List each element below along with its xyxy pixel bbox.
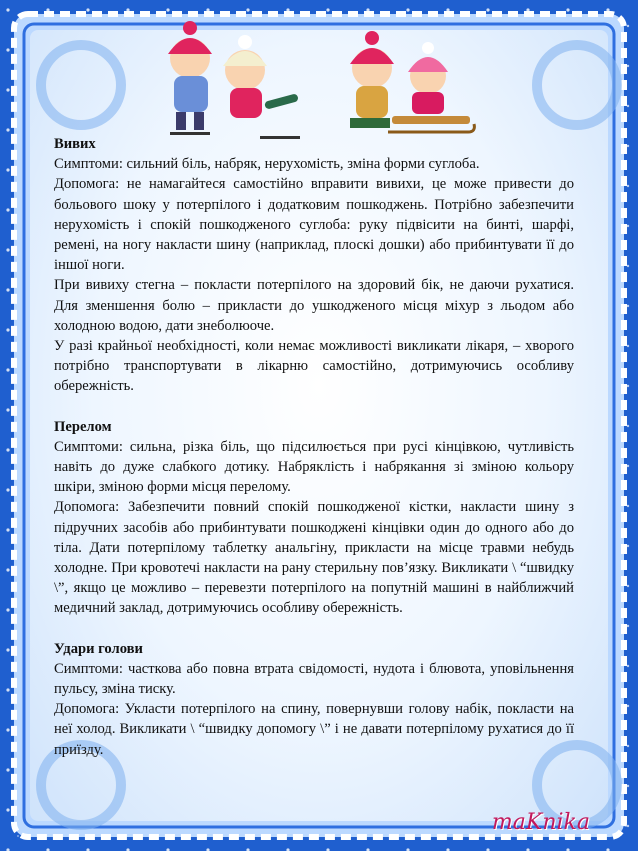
- section-spacer: [54, 397, 574, 417]
- section-title-head-injury: Удари голови: [54, 640, 143, 657]
- fracture-help: Допомога: Забезпечити повний спокій пошкодженої кістки, накласти шину з підручних засобів або прибинтувати пошкоджені кінцівки один до одного або до тіла. Дати потерпілому таблетку анальгіну, прикласти на місце травми небудь холодне. При кровотечі накласти на рану стерильну пов’язку. Викликати \ “швидку \”, якщо це можливо – перевезти потерпілого на попутній машині в найближчий медичний заклад, дотримуючись особливу обережність.: [54, 499, 574, 617]
- child-3-figure: [350, 31, 394, 128]
- child-2-figure: [223, 35, 300, 139]
- child-4-on-sled-figure: [388, 42, 474, 132]
- child-1-figure: [168, 21, 212, 135]
- fracture-symptoms: Симптоми: сильна, різка біль, що підсилюється при русі кінцівкою, чутливість навіть до дуже слабкого дотику. Набряклість і набрякання зі зміною кольору шкіри, зміною форми місця перелому.: [54, 438, 574, 496]
- author-signature: maKnika: [491, 810, 590, 835]
- section-spacer: [54, 619, 574, 639]
- dislocation-symptoms: Симптоми: сильний біль, набряк, нерухомість, зміна форми суглоба.: [54, 156, 480, 173]
- dislocation-transport: У разі крайньої необхідності, коли немає можливості викликати лікаря, – хворого потрібно транспортувати в лікарню самостійно, дотримуючись особливу обережність.: [54, 338, 574, 395]
- dislocation-help: Допомога: не намагайтеся самостійно вправити вивихи, це може привести до больового шоку у потерпілого і додатковим пошкоджень. Потрібно забезпечити нерухомість і спокій пошкодженого суглоба: руку підвісити на бинті, шарфі, ремені, на ногу накласти шину (наприклад, плоскі дошки) або прибинтувати її до іншої ноги.: [54, 176, 574, 274]
- head-injury-symptoms: Симптоми: часткова або повна втрата свідомості, нудота і блювота, уповільнення пульсу, зміна тиску.: [54, 660, 574, 698]
- section-title-dislocation: Вивих: [54, 136, 96, 152]
- document-content: [54, 134, 574, 760]
- children-illustration: [150, 18, 480, 143]
- dislocation-hip: При вивиху стегна – покласти потерпілого на здоровий бік, не даючи рухатися. Для зменшення болю – прикласти до ушкодженого місця міхур з льодом або холодною водою, дати знеболюоче.: [54, 277, 574, 334]
- section-title-fracture: Перелом: [54, 418, 112, 435]
- scroll-curl-top-left: [36, 40, 126, 130]
- head-injury-help: Допомога: Укласти потерпілого на спину, повернувши голову набік, покласти на неї холод. Викликати \ “швидку допомогу \” і не давати потерпілому рухатися до її приїзду.: [54, 701, 574, 758]
- scroll-curl-top-right: [532, 40, 622, 130]
